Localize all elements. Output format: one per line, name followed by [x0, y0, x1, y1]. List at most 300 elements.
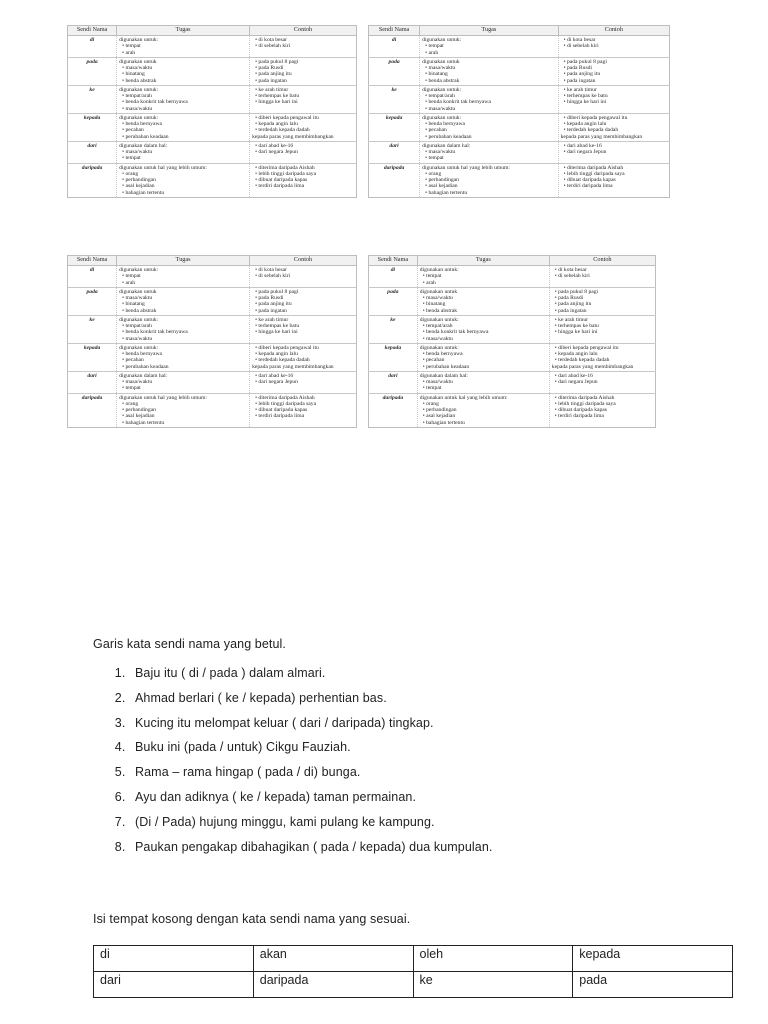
reference-row: [369, 57, 670, 85]
tugas-line: • benda abstrak: [122, 307, 157, 314]
exercise-instruction: Garis kata sendi nama yang betul.: [93, 637, 286, 651]
contoh-line: • ke arah timur: [255, 316, 289, 323]
tugas-line: digunakan untuk:: [422, 37, 462, 43]
contoh-cell: [250, 85, 357, 113]
tugas-line: • tempat: [122, 155, 141, 162]
tugas-line: • masa/waktu: [122, 295, 153, 301]
contoh-line: • pada anjing itu: [255, 301, 292, 308]
contoh-line: • dari negara Jepun: [255, 379, 298, 385]
contoh-cell: [549, 371, 655, 393]
tugas-line: digunakan untuk: [119, 58, 157, 65]
tugas-line: digunakan untuk hal yang lebih umum:: [419, 394, 508, 401]
tugas-line: • benda abstrak: [425, 77, 460, 84]
header-contoh: Contoh: [558, 26, 669, 36]
tugas-line: • perbandingan: [122, 407, 156, 413]
tugas-line: • asal kejadian: [422, 413, 456, 420]
contoh-line: • ke arah timur: [563, 86, 597, 93]
tugas-line: • benda konkrit tak bernyawa: [122, 99, 188, 106]
contoh-line: • di sebelah kiri: [255, 43, 291, 50]
tugas-cell: [117, 141, 250, 163]
contoh-cell: [250, 287, 357, 315]
contoh-line: • dari abad ke-16: [554, 372, 593, 379]
sendi-nama-cell: kepada: [369, 113, 420, 141]
sendi-nama-cell: kepada: [68, 343, 117, 371]
exercise-item: 3. Kucing itu melompat keluar ( dari / daripada) tingkap.: [129, 715, 693, 740]
sendi-nama-cell: di: [369, 36, 420, 58]
reference-row: [68, 141, 357, 163]
exercise-item: 5. Rama – rama hingap ( pada / di) bunga.: [129, 764, 693, 789]
tugas-cell: [420, 57, 558, 85]
tugas-line: digunakan untuk:: [119, 267, 159, 273]
contoh-line: • diterima daripada Aishah: [554, 394, 615, 401]
exercise-item: 7. (Di / Pada) hujung minggu, kami pulang ke kampung.: [129, 814, 693, 839]
contoh-line: • terdedah kepada dadah: [255, 357, 310, 364]
contoh-line: • terdedah kepada dadah: [563, 127, 619, 134]
tugas-line: • benda abstrak: [422, 307, 458, 314]
contoh-line: • ke arah timur: [255, 86, 289, 93]
contoh-cell: [558, 163, 669, 197]
contoh-line: • hingga ke hari ini: [255, 99, 298, 106]
reference-row: [369, 315, 656, 343]
tugas-line: • perbandingan: [122, 177, 156, 183]
contoh-line: • di sebelah kiri: [563, 43, 599, 50]
sendi-nama-cell: ke: [68, 315, 117, 343]
contoh-cell: [558, 141, 669, 163]
contoh-line: • terhempas ke batu: [554, 323, 599, 329]
tugas-line: • pecahan: [122, 127, 144, 134]
reference-row: [369, 141, 670, 163]
header-sendi-nama: Sendi Nama: [68, 26, 117, 36]
tugas-line: digunakan untuk:: [422, 86, 462, 93]
contoh-line: • terdiri daripada lima: [563, 183, 613, 190]
reference-row: [369, 266, 656, 288]
reference-row: [68, 163, 357, 197]
exercise-list: [93, 665, 693, 863]
exercise-item: 1. Baju itu ( di / pada ) dalam almari.: [129, 665, 693, 690]
tugas-line: • binatang: [122, 71, 145, 78]
sendi-nama-cell: dari: [369, 371, 418, 393]
tugas-line: • benda konkrit tak bernyawa: [422, 329, 489, 336]
contoh-line: • diberi kepada pengawal itu: [255, 114, 319, 121]
exercise-item: 2. Ahmad berlari ( ke / kepada) perhentian bas.: [129, 690, 693, 715]
reference-row: [369, 287, 656, 315]
tugas-line: • bahagian tertentu: [422, 419, 465, 426]
reference-header-row: [68, 26, 357, 36]
tugas-line: • binatang: [122, 301, 145, 308]
reference-table: [67, 255, 357, 428]
contoh-line: • dibuat daripada kapas: [255, 177, 308, 183]
tugas-line: digunakan untuk:: [119, 86, 159, 93]
tugas-cell: [117, 266, 250, 288]
tugas-line: • tempat: [422, 385, 442, 392]
contoh-cell: [250, 371, 357, 393]
contoh-line: • pada pukul 8 pagi: [563, 58, 607, 65]
contoh-cell: [250, 343, 357, 371]
word-cell: kepada: [573, 946, 733, 972]
fill-instruction: Isi tempat kosong dengan kata sendi nama yang sesuai.: [93, 912, 411, 926]
tugas-line: • tempat: [422, 273, 442, 280]
contoh-line: • lebih tinggi daripada saya: [563, 170, 625, 177]
tugas-line: • arah: [425, 49, 439, 56]
contoh-line: • hingga ke hari ini: [255, 329, 298, 336]
contoh-line: • terdedah kepada dadah: [255, 127, 310, 134]
tugas-cell: [117, 113, 250, 141]
header-contoh: Contoh: [250, 256, 357, 266]
tugas-line: • pecahan: [122, 357, 144, 364]
tugas-cell: [117, 393, 250, 427]
reference-row: [68, 393, 357, 427]
tugas-cell: [117, 57, 250, 85]
tugas-line: • benda bernyawa: [122, 351, 162, 357]
tugas-line: • orang: [122, 170, 139, 177]
word-cell: oleh: [413, 946, 573, 972]
tugas-cell: [417, 315, 549, 343]
contoh-line: • pada pukul 8 pagi: [255, 58, 299, 65]
tugas-line: • tempat/arah: [122, 323, 152, 329]
sendi-nama-cell: daripada: [68, 393, 117, 427]
tugas-line: • pecahan: [422, 357, 445, 364]
underline-exercise: [93, 637, 693, 863]
tugas-cell: [117, 315, 250, 343]
sendi-nama-cell: pada: [68, 287, 117, 315]
header-tugas: Tugas: [117, 26, 250, 36]
tugas-line: • tempat/arah: [425, 93, 455, 99]
contoh-line: • pada anjing itu: [554, 301, 592, 308]
tugas-cell: [117, 287, 250, 315]
contoh-line: • dibuat daripada kapas: [563, 177, 616, 183]
reference-row: [68, 343, 357, 371]
tugas-cell: [417, 266, 549, 288]
tugas-line: digunakan untuk:: [422, 114, 462, 121]
tugas-line: • perbandingan: [425, 177, 459, 183]
contoh-line: • terdedah kepada dadah: [554, 357, 610, 364]
reference-row: [369, 163, 670, 197]
tugas-line: • masa/waktu: [425, 105, 456, 112]
contoh-line: • di sebelah kiri: [554, 273, 590, 280]
tugas-cell: [420, 141, 558, 163]
contoh-line: • pada Rusdi: [554, 295, 584, 301]
reference-row: [68, 113, 357, 141]
tugas-line: • binatang: [425, 71, 448, 78]
tugas-line: • masa/waktu: [122, 379, 153, 385]
tugas-line: • masa/waktu: [122, 149, 153, 155]
contoh-cell: [250, 393, 357, 427]
tugas-line: • tempat: [425, 43, 444, 50]
tugas-line: • tempat: [122, 43, 141, 50]
tugas-line: • perbandingan: [422, 407, 457, 413]
tugas-cell: [420, 36, 558, 58]
tugas-line: • masa/waktu: [122, 335, 153, 342]
contoh-cell: [250, 315, 357, 343]
tugas-line: • tempat: [425, 155, 444, 162]
contoh-line: kepada paras yang membimbangkan: [560, 133, 643, 140]
contoh-line: • terdiri daripada lima: [255, 413, 305, 420]
tugas-line: • masa/waktu: [122, 105, 153, 112]
header-contoh: Contoh: [250, 26, 357, 36]
sendi-nama-cell: di: [68, 36, 117, 58]
word-bank-row: [94, 972, 733, 998]
tugas-line: • benda bernyawa: [425, 121, 466, 127]
contoh-line: • pada Rusdi: [255, 65, 284, 71]
sendi-nama-cell: ke: [68, 85, 117, 113]
reference-row: [68, 371, 357, 393]
contoh-line: • dari negara Jepun: [554, 379, 598, 385]
sendi-nama-cell: ke: [369, 315, 418, 343]
contoh-line: kepada paras yang membimbangkan: [252, 363, 334, 370]
tugas-line: • bahagian tertentu: [122, 189, 165, 196]
tugas-cell: [420, 163, 558, 197]
tugas-line: • perubahan keadaan: [122, 363, 169, 370]
tugas-cell: [117, 343, 250, 371]
tugas-line: • perubahan keadaan: [122, 133, 169, 140]
word-cell: pada: [573, 972, 733, 998]
reference-table: [368, 25, 670, 198]
contoh-cell: [250, 36, 357, 58]
contoh-line: • kepada angin lalu: [255, 351, 298, 357]
contoh-line: • pada anjing itu: [563, 71, 601, 78]
tugas-line: • arah: [422, 279, 436, 286]
tugas-cell: [420, 113, 558, 141]
tugas-line: • masa/waktu: [422, 295, 453, 301]
word-bank-row: [94, 946, 733, 972]
tugas-cell: [117, 163, 250, 197]
tugas-line: • asal kejadian: [122, 183, 155, 190]
tugas-line: • tempat: [122, 273, 141, 280]
tugas-cell: [117, 371, 250, 393]
word-cell: ke: [413, 972, 573, 998]
tugas-line: • tempat: [122, 385, 141, 392]
tugas-line: digunakan untuk: [422, 58, 460, 65]
tugas-line: digunakan untuk:: [119, 37, 159, 43]
contoh-line: • diterima daripada Aishah: [255, 394, 315, 401]
sendi-nama-cell: pada: [369, 287, 418, 315]
contoh-line: • terhempas ke batu: [255, 93, 300, 99]
contoh-line: • terdiri daripada lima: [255, 183, 305, 190]
contoh-line: • kepada angin lalu: [563, 121, 607, 127]
tugas-line: • benda konkrit tak bernyawa: [425, 99, 491, 106]
sendi-nama-cell: di: [68, 266, 117, 288]
contoh-line: • di kota besar: [554, 267, 587, 273]
reference-row: [68, 287, 357, 315]
tugas-line: • asal kejadian: [425, 183, 458, 190]
tugas-line: • binatang: [422, 301, 446, 308]
tugas-line: • arah: [122, 279, 136, 286]
reference-row: [68, 85, 357, 113]
exercise-item: 6. Ayu dan adiknya ( ke / kepada) taman permainan.: [129, 789, 693, 814]
tugas-line: digunakan untuk hal yang lebih umum:: [119, 394, 207, 401]
contoh-cell: [250, 57, 357, 85]
tugas-line: • masa/waktu: [425, 65, 456, 71]
reference-row: [68, 315, 357, 343]
tugas-line: • asal kejadian: [122, 413, 155, 420]
tugas-line: digunakan untuk: [119, 288, 157, 295]
tugas-line: • tempat/arah: [422, 323, 453, 329]
contoh-line: • dari abad ke-16: [255, 142, 294, 149]
contoh-line: • ke arah timur: [554, 316, 588, 323]
contoh-line: • diberi kepada pengawal itu: [554, 344, 619, 351]
word-cell: akan: [253, 946, 413, 972]
contoh-line: • pada ingatan: [255, 77, 287, 84]
contoh-line: • diberi kepada pengawal itu: [563, 114, 628, 121]
contoh-line: • pada ingatan: [554, 307, 587, 314]
tugas-line: • bahagian tertentu: [425, 189, 468, 196]
contoh-line: • pada Rusdi: [255, 295, 284, 301]
contoh-cell: [558, 85, 669, 113]
header-sendi-nama: Sendi Nama: [68, 256, 117, 266]
header-tugas: Tugas: [117, 256, 250, 266]
contoh-line: • hingga ke hari ini: [563, 99, 607, 106]
contoh-cell: [250, 141, 357, 163]
contoh-line: • pada pukul 8 pagi: [554, 288, 599, 295]
tugas-line: digunakan untuk: [419, 288, 458, 295]
tugas-line: • masa/waktu: [122, 65, 153, 71]
contoh-cell: [549, 266, 655, 288]
reference-row: [369, 85, 670, 113]
tugas-line: digunakan untuk:: [119, 344, 159, 351]
sendi-nama-cell: daripada: [369, 163, 420, 197]
contoh-line: • pada Rusdi: [563, 65, 592, 71]
sendi-nama-cell: pada: [68, 57, 117, 85]
contoh-line: kepada paras yang membimbangkan: [252, 133, 334, 140]
tugas-cell: [117, 85, 250, 113]
tugas-line: • benda bernyawa: [422, 351, 463, 357]
tugas-line: digunakan untuk hal yang lebih umum:: [422, 164, 510, 171]
sendi-nama-cell: ke: [369, 85, 420, 113]
sendi-nama-cell: daripada: [68, 163, 117, 197]
exercise-item: 4. Buku ini (pada / untuk) Cikgu Fauziah.: [129, 739, 693, 764]
sendi-nama-cell: dari: [369, 141, 420, 163]
tugas-line: digunakan untuk hal yang lebih umum:: [119, 164, 207, 171]
reference-row: [68, 266, 357, 288]
contoh-line: • kepada angin lalu: [554, 351, 598, 357]
reference-row: [369, 113, 670, 141]
exercise-item: 8. Paukan pengakap dibahagikan ( pada / kepada) dua kumpulan.: [129, 839, 693, 864]
reference-row: [68, 36, 357, 58]
word-cell: daripada: [253, 972, 413, 998]
contoh-line: • dari abad ke-16: [563, 142, 602, 149]
contoh-line: • diterima daripada Aishah: [563, 164, 624, 171]
reference-header-row: [369, 26, 670, 36]
contoh-line: • pada pukul 8 pagi: [255, 288, 299, 295]
tugas-line: digunakan dalam hal:: [419, 372, 468, 379]
contoh-line: • di kota besar: [255, 37, 287, 43]
reference-table: [67, 25, 357, 198]
sendi-nama-cell: kepada: [369, 343, 418, 371]
contoh-line: • terdiri daripada lima: [554, 413, 604, 420]
reference-header-row: [68, 256, 357, 266]
sendi-nama-cell: dari: [68, 141, 117, 163]
reference-row: [369, 343, 656, 371]
word-bank-table: [93, 945, 733, 998]
reference-row: [369, 36, 670, 58]
contoh-line: • di sebelah kiri: [255, 273, 291, 280]
tugas-line: • bahagian tertentu: [122, 419, 165, 426]
contoh-cell: [549, 343, 655, 371]
tugas-line: • arah: [122, 49, 136, 56]
tugas-cell: [417, 343, 549, 371]
contoh-line: • dibuat daripada kapas: [554, 407, 607, 413]
header-tugas: Tugas: [417, 256, 549, 266]
contoh-line: • diterima daripada Aishah: [255, 164, 315, 171]
tugas-line: digunakan untuk:: [119, 316, 159, 323]
tugas-line: • benda bernyawa: [122, 121, 162, 127]
word-cell: di: [94, 946, 254, 972]
sendi-nama-cell: daripada: [369, 393, 418, 427]
contoh-line: • dari negara Jepun: [563, 149, 607, 155]
contoh-cell: [250, 266, 357, 288]
reference-row: [369, 393, 656, 427]
sendi-nama-cell: di: [369, 266, 418, 288]
tugas-line: • benda abstrak: [122, 77, 157, 84]
tugas-line: • perubahan keadaan: [425, 133, 472, 140]
contoh-line: • lebih tinggi daripada saya: [554, 400, 616, 407]
tugas-line: • perubahan keadaan: [422, 363, 470, 370]
contoh-cell: [558, 57, 669, 85]
contoh-line: • terhempas ke batu: [563, 93, 608, 99]
header-contoh: Contoh: [549, 256, 655, 266]
contoh-line: • pada anjing itu: [255, 71, 292, 78]
tugas-line: digunakan untuk:: [419, 344, 459, 351]
sendi-nama-cell: kepada: [68, 113, 117, 141]
tugas-cell: [420, 85, 558, 113]
contoh-line: • hingga ke hari ini: [554, 329, 598, 336]
tugas-line: • orang: [122, 400, 139, 407]
tugas-cell: [417, 371, 549, 393]
reference-row: [369, 371, 656, 393]
tugas-cell: [117, 36, 250, 58]
tugas-line: digunakan untuk:: [419, 316, 459, 323]
tugas-cell: [417, 393, 549, 427]
contoh-line: • dari negara Jepun: [255, 149, 298, 155]
contoh-cell: [549, 393, 655, 427]
contoh-line: kepada paras yang membimbangkan: [551, 363, 634, 370]
contoh-cell: [549, 287, 655, 315]
tugas-line: • masa/waktu: [422, 379, 453, 385]
tugas-line: • benda konkrit tak bernyawa: [122, 329, 188, 336]
header-sendi-nama: Sendi Nama: [369, 26, 420, 36]
contoh-line: • dari abad ke-16: [255, 372, 294, 379]
contoh-cell: [558, 36, 669, 58]
tugas-line: • pecahan: [425, 127, 447, 134]
contoh-cell: [549, 315, 655, 343]
contoh-cell: [250, 113, 357, 141]
contoh-line: • di kota besar: [255, 267, 287, 273]
tugas-line: • tempat/arah: [122, 93, 152, 99]
tugas-line: • masa/waktu: [422, 335, 453, 342]
contoh-cell: [250, 163, 357, 197]
tugas-line: • orang: [422, 400, 439, 407]
reference-row: [68, 57, 357, 85]
reference-header-row: [369, 256, 656, 266]
tugas-line: • orang: [425, 170, 442, 177]
sendi-nama-cell: pada: [369, 57, 420, 85]
header-tugas: Tugas: [420, 26, 558, 36]
tugas-line: digunakan untuk:: [419, 267, 459, 273]
word-cell: dari: [94, 972, 254, 998]
contoh-line: • diberi kepada pengawal itu: [255, 344, 319, 351]
tugas-line: • masa/waktu: [425, 149, 456, 155]
tugas-line: digunakan dalam hal:: [422, 142, 471, 149]
sendi-nama-cell: dari: [68, 371, 117, 393]
contoh-line: • lebih tinggi daripada saya: [255, 400, 317, 407]
contoh-line: • terhempas ke batu: [255, 323, 300, 329]
tugas-line: digunakan untuk:: [119, 114, 159, 121]
contoh-line: • di kota besar: [563, 37, 596, 43]
contoh-line: • kepada angin lalu: [255, 121, 298, 127]
contoh-line: • pada ingatan: [563, 77, 596, 84]
contoh-line: • pada ingatan: [255, 307, 287, 314]
tugas-line: digunakan dalam hal:: [119, 142, 168, 149]
